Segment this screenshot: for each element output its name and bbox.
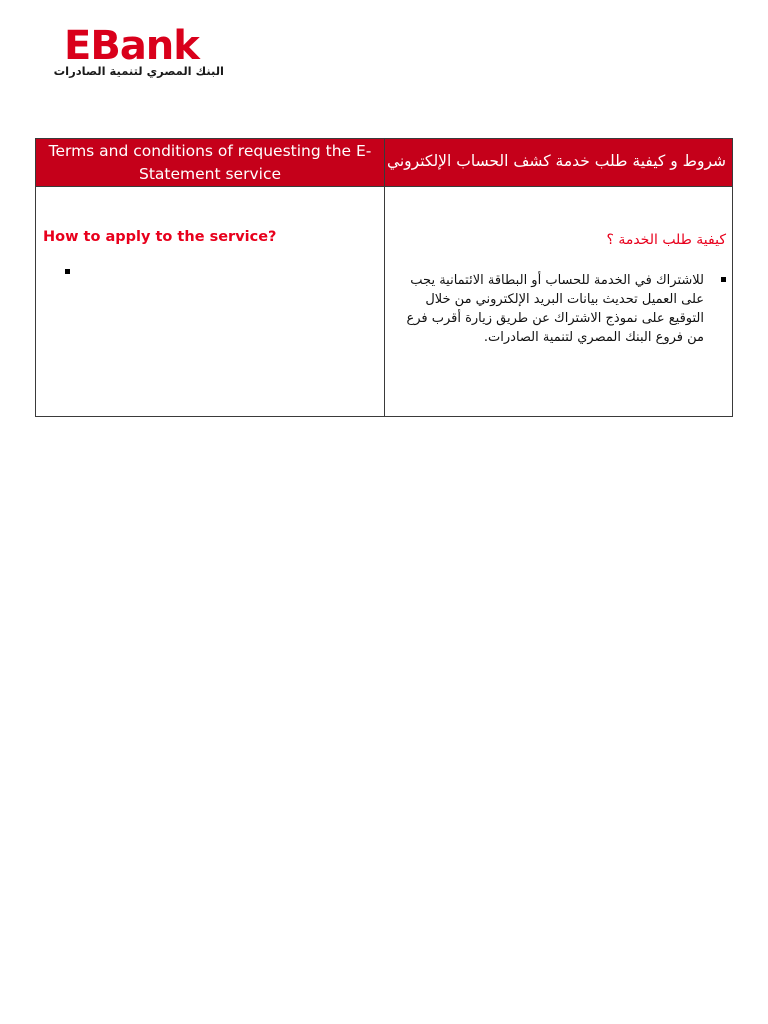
terms-table-header-row <box>36 139 733 187</box>
logo-wordmark: EBank <box>64 23 199 69</box>
subheading-english: How to apply to the service? <box>43 229 277 245</box>
arabic-bullet-list <box>404 271 704 347</box>
header-cell-arabic <box>385 139 733 187</box>
body-cell-arabic <box>385 187 733 417</box>
header-title-english: Terms and conditions of requesting the E-Statement service <box>48 142 372 183</box>
logo-arabic-name: البنك المصري لتنمية الصادرات <box>53 64 224 78</box>
header-title-arabic: شروط و كيفية طلب خدمة كشف الحساب الإلكتروني <box>386 152 726 170</box>
terms-table-body-row <box>36 187 733 417</box>
header-cell-english <box>36 139 385 187</box>
list-item <box>404 271 704 347</box>
empty-bullet-marker <box>65 269 70 274</box>
bullet-text: للاشتراك في الخدمة للحساب أو البطاقة الائتمانية يجب على العميل تحديث بيانات البريد الإلكتروني من خلال التوقيع على نموذج الاشتراك عن طريق زيارة أقرب فرع من فروع البنك المصري لتنمية الصادرات. <box>406 273 704 345</box>
body-cell-english <box>36 187 385 417</box>
subheading-arabic: كيفية طلب الخدمة ؟ <box>606 232 726 248</box>
terms-table <box>35 138 733 417</box>
bullet-marker <box>721 277 726 282</box>
ebank-logo <box>53 23 234 82</box>
